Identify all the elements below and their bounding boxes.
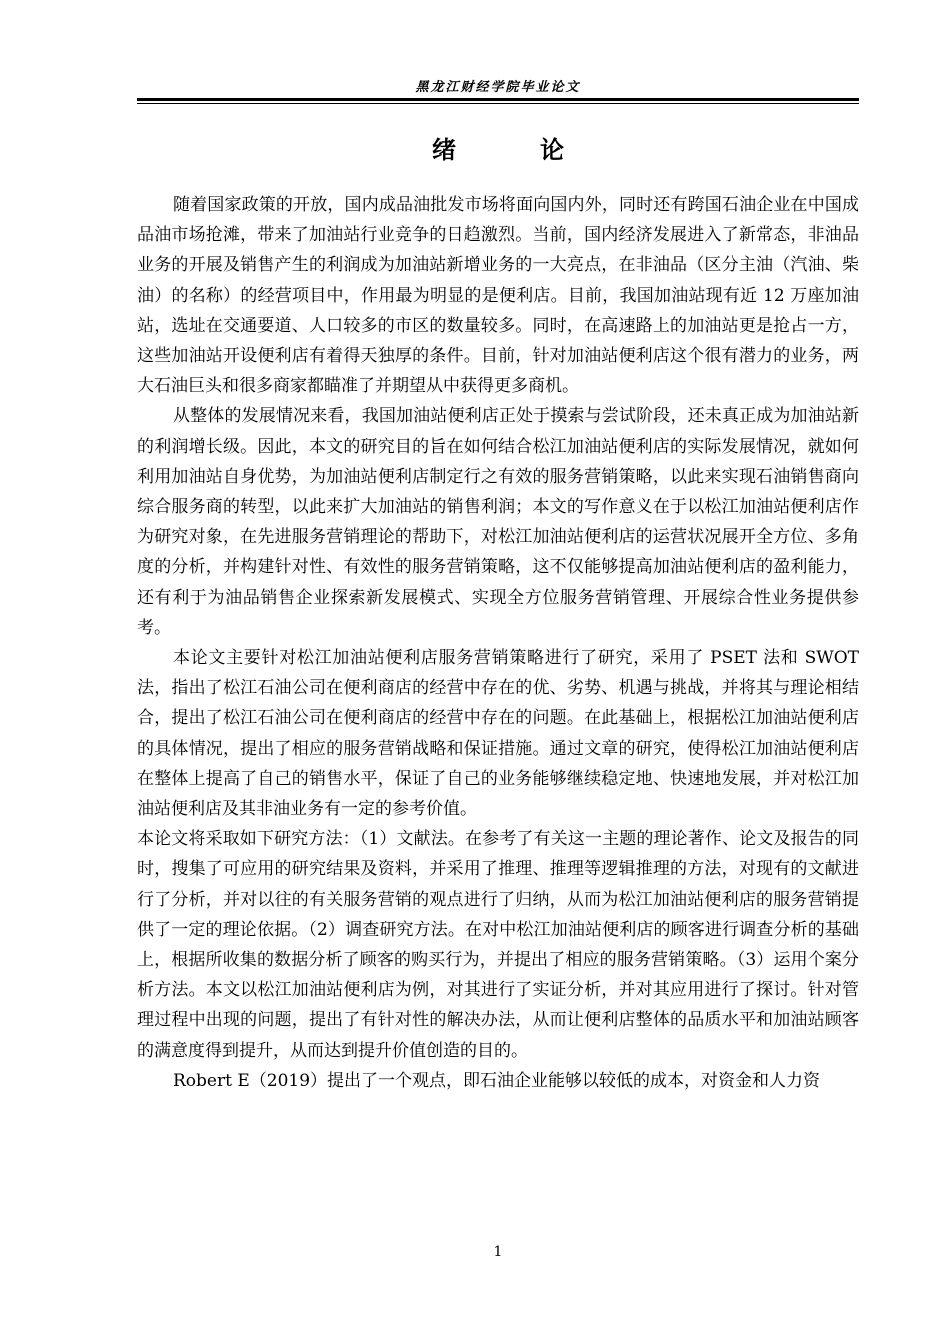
paragraph-2: 从整体的发展情况来看，我国加油站便利店正处于摸索与尝试阶段，还未真正成为加油站新的利润增长级。因此，本文的研究目的旨在如何结合松江加油站便利店的实际发展情况，就如何利用加油站自身优势，为加油站便利店制定行之有效的服务营销策略，以此来实现石油销售商向综合服务商的转型，以此来扩大加油站的销售利润；本文的写作意义在于以松江加油站便利店作为研究对象，在先进服务营销理论的帮助下，对松江加油站便利店的运营状况展开全方位、多角度的分析，并构建针对性、有效性的服务营销策略，这不仅能够提高加油站便利店的盈利能力，还有利于为油品销售企业探索新发展模式、实现全方位服务营销管理、开展综合性业务提供参考。 (137, 406, 859, 638)
section-title: 绪 论 (432, 135, 594, 164)
running-header: 黑龙江财经学院毕业论文 (415, 80, 581, 95)
paragraph-4: 本论文将采取如下研究方法：（1）文献法。在参考了有关这一主题的理论著作、论文及报告的同时，搜集了可应用的研究结果及资料，并采用了推理、推理等逻辑推理的方法，对现有的文献进行了分析，并对以往的有关服务营销的观点进行了归纳，从而为松江加油站便利店的服务营销提供了一定的理论依据。（2）调查研究方法。在对中松江加油站便利店的顾客进行调查分析的基础上，根据所收集的数据分析了顾客的购买行为，并提出了相应的服务营销策略。（3）运用个案分析方法。本文以松江加油站便利店为例，对其进行了实证分析，并对其应用进行了探讨。针对管理过程中出现的问题，提出了有针对性的解决办法，从而让便利店整体的品质水平和加油站顾客的满意度得到提升，从而达到提升价值创造的目的。 (137, 829, 859, 1061)
paragraph-3: 本论文主要针对松江加油站便利店服务营销策略进行了研究，采用了 PSET 法和 SWOT 法，指出了松江石油公司在便利商店的经营中存在的优、劣势、机遇与挑战，并将其与理论相结合，提出了松江石油公司在便利商店的经营中存在的问题。在此基础上，根据松江加油站便利店的具体情况，提出了相应的服务营销战略和保证措施。通过文章的研究，使得松江加油站便利店在整体上提高了自己的销售水平，保证了自己的业务能够继续稳定地、快速地发展，并对松江加油站便利店及其非油业务有一定的参考价值。 (137, 648, 859, 820)
paragraph-5: Robert E（2019）提出了一个观点，即石油企业能够以较低的成本，对资金和人力资 (173, 1070, 821, 1091)
header-rule-thick (137, 98, 859, 101)
body-text (137, 190, 859, 1096)
header-rule-thin (137, 103, 859, 104)
paragraph-1: 随着国家政策的开放，国内成品油批发市场将面向国内外，同时还有跨国石油企业在中国成品油市场抢滩，带来了加油站行业竞争的日趋激烈。当前，国内经济发展进入了新常态，非油品业务的开展及销售产生的利润成为加油站新增业务的一大亮点，在非油品（区分主油（汽油、柴油）的名称）的经营项目中，作用最为明显的是便利店。目前，我国加油站现有近 12 万座加油站，选址在交通要道、人口较多的市区的数量较多。同时，在高速路上的加油站更是抢占一方，这些加油站开设便利店有着得天独厚的条件。目前，针对加油站便利店这个很有潜力的业务，两大石油巨头和很多商家都瞄准了并期望从中获得更多商机。 (137, 195, 859, 397)
page-number: 1 (493, 1244, 503, 1260)
